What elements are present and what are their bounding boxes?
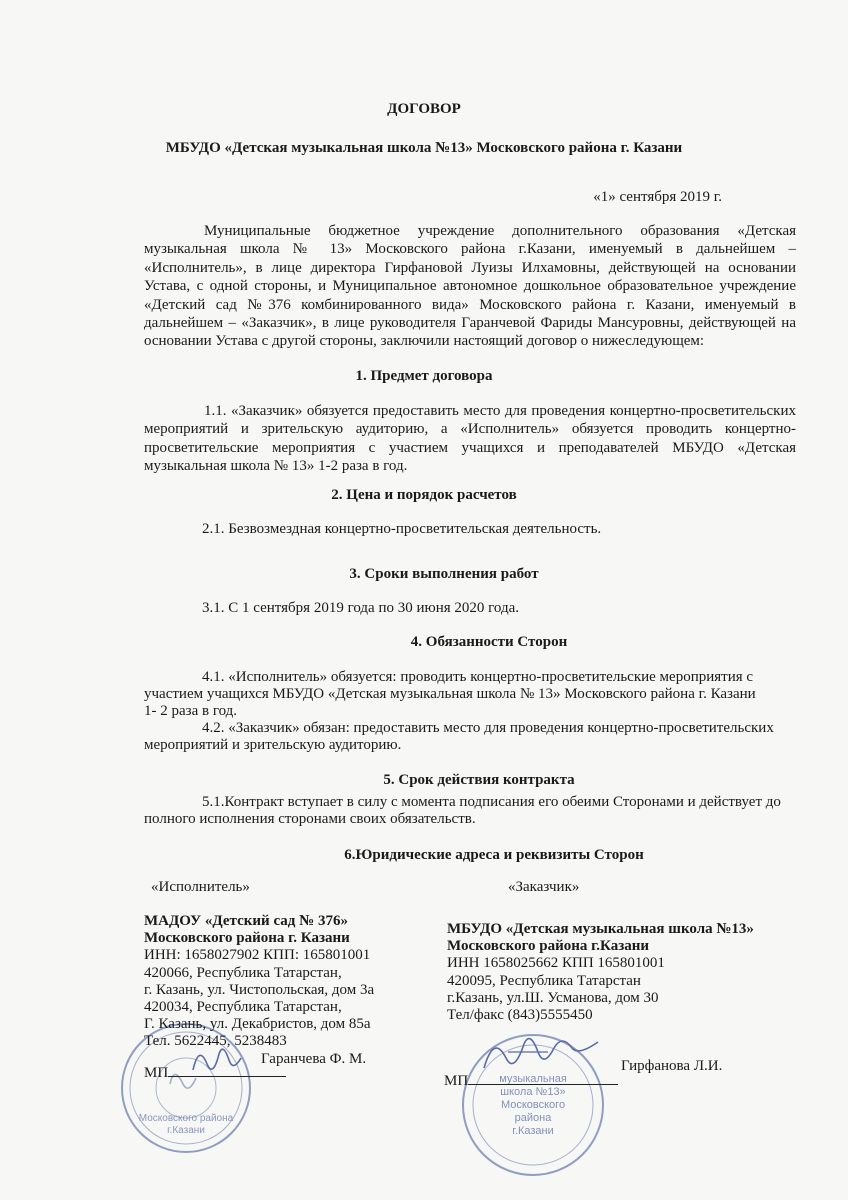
right-stamp-line-3: Московского bbox=[500, 1099, 566, 1111]
right-mp-label: МП bbox=[444, 1073, 469, 1089]
section-1-heading: 1. Предмет договора bbox=[355, 368, 493, 384]
section-4-para-1-line-1: 4.1. «Исполнитель» обязуется: проводить концертно-просветительские мероприятия с bbox=[202, 669, 754, 685]
right-party-details bbox=[447, 921, 754, 1024]
right-party-fax: Тел/факс (843)5555450 bbox=[447, 1007, 593, 1024]
section-5-para-line-1: 5.1.Контракт вступает в силу с момента подписания его обеими Сторонами и действует до bbox=[202, 794, 781, 810]
section-4-heading: 4. Обязанности Сторон bbox=[410, 634, 568, 650]
right-signature-line bbox=[468, 1084, 618, 1085]
left-mp-label: МП bbox=[144, 1065, 169, 1081]
right-party-address-1: 420095, Республика Татарстан bbox=[447, 972, 641, 989]
right-party-inn: ИНН 1658025662 КПП 165801001 bbox=[447, 955, 665, 972]
left-party-details bbox=[144, 913, 374, 1051]
document-title: ДОГОВОР bbox=[387, 101, 461, 117]
right-stamp-line-5: г.Казани bbox=[512, 1125, 554, 1137]
left-party-role: «Исполнитель» bbox=[151, 879, 250, 895]
preamble: Муниципальные бюджетное учреждение дополнительного образования «Детская музыкальная школа № 13» Московского района г.Казани, именуемый в дальнейшем – «Исполнитель», в лице директора Гирфановой Луизы Илхамовны, действующей на основании Устава, с одной стороны, и Муниципальное автономное дошкольное образовательное учреждение «Детский сад №376 комбинированного вида» Московского района г. Казани, именуемый в дальнейшем – «Заказчик», в лице руководителя Гаранчевой Фариды Мансуровны, действующей на основании Устава с другой стороны, заключили настоящий договор о нижеследующем: bbox=[144, 223, 796, 350]
right-handwritten-signature bbox=[478, 1030, 608, 1080]
section-1-para: 1.1. «Заказчик» обязуется предоставить место для проведения концертно-просветительских мероприятий и зрительскую аудиторию, а «Исполнитель» обязуется проводить концертно-просветительские мероприятия с участием учащихся и преподавателей МБУДО «Детская музыкальная школа № 13» 1-2 раза в год. bbox=[144, 403, 796, 475]
left-stamp-line-2: г.Казани bbox=[167, 1125, 205, 1136]
left-party-address-1: 420066, Республика Татарстан, bbox=[144, 964, 342, 981]
left-party-address-2: г. Казань, ул. Чистопольская, дом 3а bbox=[144, 981, 375, 998]
section-4-para-2-line-1: 4.2. «Заказчик» обязан: предоставить место для проведения концертно-просветительских bbox=[202, 720, 774, 736]
right-stamp-line-2: школа №13» bbox=[500, 1086, 566, 1098]
left-stamp-line-1: Московского района bbox=[138, 1113, 234, 1124]
section-4-para-2-line-2: мероприятий и зрительскую аудиторию. bbox=[144, 737, 402, 753]
section-3-para: 3.1. С 1 сентября 2019 года по 30 июня 2020 года. bbox=[202, 600, 520, 616]
section-2-para: 2.1. Безвозмездная концертно-просветительская деятельность. bbox=[202, 521, 602, 537]
left-party-address-3: 420034, Республика Татарстан, bbox=[144, 999, 342, 1016]
right-party-signer: Гирфанова Л.И. bbox=[621, 1058, 723, 1074]
left-party-phone: Тел. 5622445, 5238483 bbox=[144, 1033, 287, 1050]
right-party-name-1: МБУДО «Детская музыкальная школа №13» bbox=[447, 921, 754, 937]
left-party-inn: ИНН: 1658027902 КПП: 165801001 bbox=[144, 947, 371, 964]
left-party-address-4: Г. Казань, ул. Декабристов, дом 85а bbox=[144, 1016, 371, 1033]
right-stamp-line-1: музыкальная bbox=[499, 1073, 567, 1085]
document-subtitle: МБУДО «Детская музыкальная школа №13» Московского района г. Казани bbox=[165, 140, 683, 156]
section-5-heading: 5. Срок действия контракта bbox=[383, 772, 575, 788]
section-4-para-1-line-3: 1- 2 раза в год. bbox=[144, 703, 238, 719]
right-stamp-line-4: района bbox=[514, 1112, 552, 1124]
section-6-heading: 6.Юридические адреса и реквизиты Сторон bbox=[344, 847, 644, 863]
contract-date: «1» сентября 2019 г. bbox=[593, 189, 722, 205]
section-5-para-line-2: полного исполнения сторонами своих обязательств. bbox=[144, 811, 476, 827]
left-party-signer: Гаранчева Ф. М. bbox=[261, 1051, 367, 1067]
right-party-name-2: Московского района г.Казани bbox=[447, 938, 650, 955]
left-handwritten-signature bbox=[185, 1040, 255, 1085]
section-4-para-1-line-2: участием учащихся МБУДО «Детская музыкальная школа № 13» Московского района г. Казани bbox=[144, 686, 756, 702]
right-party-address-2: г.Казань, ул.Ш. Усманова, дом 30 bbox=[447, 989, 659, 1006]
left-party-name-1: МАДОУ «Детский сад № 376» bbox=[144, 913, 348, 929]
section-3-heading: 3. Сроки выполнения работ bbox=[349, 566, 539, 582]
section-2-heading: 2. Цена и порядок расчетов bbox=[331, 487, 517, 503]
left-party-name-2: Московского района г. Казани bbox=[144, 930, 350, 947]
right-party-role: «Заказчик» bbox=[508, 879, 580, 895]
